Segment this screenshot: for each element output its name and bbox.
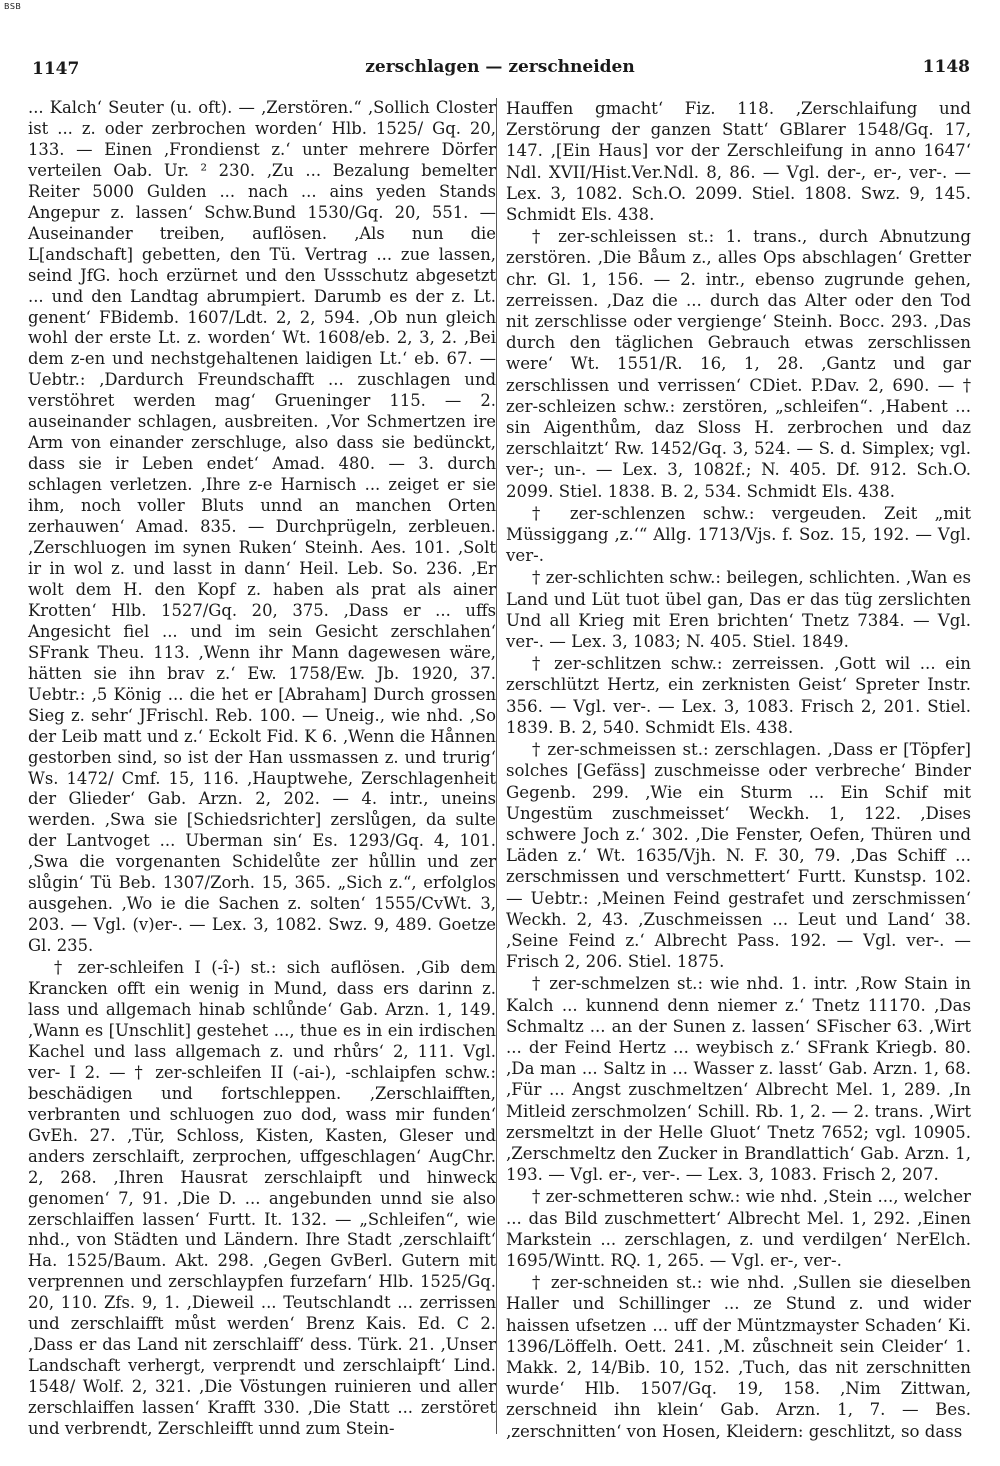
column-divider [496,98,497,1434]
entry-paragraph: † zer-schleissen st.: 1. trans., durch Abnutzung zerstören. ‚Die Båum z., alles Ops abschlagen‘ Gretter chr. Gl. 1, 156. — 2. intr., ebenso zugrunde gehen, zerreissen. ‚Daz die ... durch das Alter oder den Tod nit zerschlisse oder vergienge‘ Steinh. Bocc. 293. ‚Das durch den täglichen Gebrauch etwas zerschlissen were‘ Wt. 1551/R. 16, 1, 28. ‚Gantz und gar zerschlissen und verrissen‘ CDiet. P.Dav. 2, 690. — † zer-schleizen schw.: zerstören, „schleifen“. ‚Habent ... sin Aigenthům, daz Sloss H. zerbrochen und daz zerschlaitzt‘ Rw. 1452/Gq. 3, 524. — S. d. Simplex; vgl. ver-; un-. — Lex. 3, 1082f.; N. 405. Df. 912. Sch.O. 2099. Stiel. 1838. B. 2, 534. Schmidt Els. 438. [506,227,971,501]
page-number-right: 1148 [922,57,970,77]
entry-paragraph: ... Kalch‘ Seuter (u. oft). — ‚Zerstören.“ ‚Sollich Closter ist ... z. oder zerbrochen worden‘ Hlb. 1525/ Gq. 20, 133. — Einen ‚Frondienst z.‘ unter mehrere Dörfer verteilen Oab. Ur. ² 230. ‚Zu ... Bezalung bemelter Reiter 5000 Gulden ... nach ... ains yeden Stands Angepur z. lassen‘ Schw.Bund 1530/Gq. 20, 551. — Auseinander treiben, auflösen. ‚Als nun die L[andschaft] gebetten, den Tü. Vertrag ... zue lassen, seind JfG. hoch erzürnet und den Ussschutz abgesetzt ... und den Landtag abrumpiert. Darumb es der z. Lt. genent‘ FBidemb. 1607/Ldt. 2, 2, 594. ‚Ob nun gleich wohl der erste Lt. z. worden‘ Wt. 1608/eb. 2, 3, 2. ‚Bei dem z-en und nechstgehaltenen laidigen Lt.‘ eb. 67. — Uebtr.: ‚Dardurch Freundschafft ... zuschlagen und verstöhret werden mag‘ Grueninger 115. — 2. auseinander schlagen, ausbreiten. ‚Vor Schmertzen ire Arm von einander zerschluge, also dass sie bedünckt, dass sie ir Leben endet‘ Amad. 480. — 3. durch schlagen verletzen. ‚Ihre z-e Harnisch ... zeiget er sie ihm, noch voller Bluts unnd an manchen Orten zerhauwen‘ Amad. 835. — Durchprügeln, zerbleuen. ‚Zerschluogen im synen Ruken‘ Steinh. Aes. 101. ‚Solt ir in wol z. und lasst in dann‘ Heil. Leb. So. 236. ‚Er wolt dem H. den Kopf z. haben als prat als ainer Krotten‘ Hlb. 1527/Gq. 20, 375. ‚Dass er ... uffs Angesicht fiel ... und im sein Gesicht zerschlahen‘ SFrank Theu. 113. ‚Wenn ihr Mann dagewesen wäre, hätten sie ihn brav z.‘ Ew. 1758/Ew. Jb. 1920, 37. Uebtr.: ‚5 König ... die het er [Abraham] Durch grossen Sieg z. sehr‘ JFrischl. Reb. 100. — Uneig., wie nhd. ‚So der Leib matt und z.‘ Eckolt Fid. K 6. ‚Wenn die Hånnen gestorben sind, so ist der Han ussmassen z. und trurig‘ Ws. 1472/ Cmf. 15, 116. ‚Hauptwehe, Zerschlagenheit der Glieder‘ Gab. Arzn. 2, 202. — 4. intr., uneins werden. ‚Swa sie [Schiedsrichter] zerslůgen, da sulte der Lantvoget ... Uberman sin‘ Es. 1293/Gq. 4, 101. ‚Swa die vorgenanten Schidelůte zer hůllin und zer slůgin‘ Tü Beb. 1307/Zorh. 15, 365. „Sich z.“, erfolglos ausgehen. ‚Wo ie die Sachen z. solten‘ 1555/CvWt. 3, 203. — Vgl. (v)er-. — Lex. 3, 1082. Swz. 9, 489. Goetze Gl. 235. [28,98,496,956]
entry-paragraph: † zer-schlichten schw.: beilegen, schlichten. ‚Wan es Land und Lüt tuot übel gan, Das er das tüg zerslichten Und all Krieg mit Eren brichten‘ Tnetz 7384. — Vgl. ver-. — Lex. 3, 1083; N. 405. Stiel. 1849. [506,568,971,652]
entry-paragraph: † zer-schmeissen st.: zerschlagen. ‚Dass er [Töpfer] solches [Gefäss] zuschmeisse oder verbreche‘ Binder Gegenb. 299. ‚Wie ein Sturm ... Ein Schif mit Ungestüm zuschmeisset‘ Weckh. 1, 122. ‚Dises schwere Joch z.‘ 302. ‚Die Fenster, Oefen, Thüren und Läden z.‘ Wt. 1635/Vjh. N. F. 30, 79. ‚Das Schiff ... zerschmissen und verschmettert‘ Furtt. Kunstsp. 102. — Uebtr.: ‚Meinen Feind gestrafet und zerschmissen‘ Weckh. 2, 43. ‚Zuschmeissen ... Leut und Land‘ 38. ‚Seine Feind z.‘ Albrecht Pass. 192. — Vgl. ver-. — Frisch 2, 206. Stiel. 1875. [506,740,971,972]
running-title: zerschlagen — zerschneiden [365,57,635,77]
right-column [506,98,971,1443]
entry-paragraph: † zer-schmetteren schw.: wie nhd. ‚Stein ..., welcher ... das Bild zuschmettert‘ Albrecht Mel. 1, 292. ‚Einen Markstein ... zerschlagen, z. und verdilgen‘ NerElch. 1695/Wintt. RQ. 1, 265. — Vgl. er-, ver-. [506,1187,971,1270]
entry-paragraph: † zer-schlenzen schw.: vergeuden. Zeit „mit Müssiggang ‚z.‘“ Allg. 1713/Vjs. f. Soz. 15, 192. — Vgl. ver-. [506,503,971,566]
entry-paragraph: † zer-schmelzen st.: wie nhd. 1. intr. ‚Row Stain in Kalch ... kunnend denn niemer z.‘ Tnetz 11170. ‚Das Schmaltz ... an der Sunen z. lassen‘ SFischer 63. ‚Wirt ... der Feind Hertz ... weybisch z.‘ SFrank Kriegb. 80. ‚Da man ... Saltz in ... Wasser z. lasst‘ Gab. Arzn. 1, 68. ‚Für ... Angst zuschmeltzen‘ Albrecht Mel. 1, 289. ‚In Mitleid zerschmolzen‘ Schill. Rb. 1, 2. — 2. trans. ‚Wirt zersmeltzt in der Helle Gluot‘ Tnetz 7652; vgl. 10905. ‚Zerschmeltz den Zucker in Brandlattich‘ Gab. Arzn. 1, 193. — Vgl. er-, ver-. — Lex. 3, 1083. Frisch 2, 207. [506,974,971,1185]
entry-paragraph: Hauffen gmacht‘ Fiz. 118. ‚Zerschlaifung und Zerstörung der ganzen Statt‘ GBlarer 1548/Gq. 17, 147. ‚[Ein Haus] vor der Zerschleifung in anno 1647‘ Ndl. XVII/Hist.Ver.Ndl. 8, 86. — Vgl. der-, er-, ver-. — Lex. 3, 1082. Sch.O. 2099. Stiel. 1808. Swz. 9, 145. Schmidt Els. 438. [506,99,971,225]
entry-paragraph: † zer-schleifen I (-î-) st.: sich auflösen. ‚Gib dem Krancken offt ein wenig in Mund, dass ers darinn z. lass und allgemach hinab schlůnde‘ Gab. Arzn. 1, 149. ‚Wann es [Unschlit] gestehet ..., thue es in ein irdischen Kachel und lass allgemach z. und rhůrs‘ 2, 111. Vgl. ver- I 2. — † zer-schleifen II (-ai-), -schlaipfen schw.: beschädigen und fortschleppen. ‚Zerschlaifften, verbranten und schluogen zuo dod, wass mir funden‘ GvEh. 27. ‚Tür, Schloss, Kisten, Kasten, Gleser und anders zerschlaift, zerprochen, uffgeschlagen‘ AugChr. 2, 268. ‚Ihren Hausrat zerschlaipft und hinweck genomen‘ 7, 91. ‚Die D. ... angebunden unnd sie also zerschlaiffen lassen‘ Furtt. It. 132. — „Schleifen“, wie nhd., von Städten und Ländern. Ihre Stadt ‚zerschlaift‘ Ha. 1525/Baum. Akt. 298. ‚Gegen GvBerl. Gutern mit verprennen und zerschlaypfen furzefarn‘ Hlb. 1525/Gq. 20, 110. Zfs. 9, 1. ‚Dieweil ... Teutschlandt ... zerrissen und zerschlaifft můst werden‘ Brenz Kais. Ed. C 2. ‚Dass er das Land nit zerschlaiff‘ dess. Türk. 21. ‚Unser Landschaft verhergt, verprendt und zerschlaipft‘ Lind. 1548/ Wolf. 2, 321. ‚Die Vöstungen ruinieren und aller zerschlaiffen lassen‘ Krafft 330. ‚Die Statt ... zerstöret und verbrendt, Zerschleifft unnd zum Stein- [28,958,496,1439]
entry-paragraph: † zer-schneiden st.: wie nhd. ‚Sullen sie dieselben Haller und Schillinger ... ze Stund z. und wider haissen ufsetzen ... uff der Müntzmayster Schaden‘ Ki. 1396/Löffelh. Oett. 241. ‚M. zůschneit sein Cleider‘ 1. Makk. 2, 14/Bib. 10, 152. ‚Tuch, das nit zerschnitten wurde‘ Hlb. 1507/Gq. 19, 158. ‚Nim Zittwan, zerschneid ihn klein‘ Gab. Arzn. 1, 7. — Bes. ‚zerschnitten‘ von Hosen, Kleidern: geschlitzt, so dass [506,1273,971,1441]
page-number-left: 1147 [32,59,80,79]
library-mark: BSB [4,2,22,11]
entry-paragraph: † zer-schlitzen schw.: zerreissen. ‚Gott wil ... ein zerschlützt Hertz, ein zerknisten Geist‘ Spreter Instr. 356. — Vgl. ver-. — Lex. 3, 1083. Frisch 2, 201. Stiel. 1839. B. 2, 540. Schmidt Els. 438. [506,654,971,737]
running-header [28,55,972,85]
left-column [28,98,496,1441]
